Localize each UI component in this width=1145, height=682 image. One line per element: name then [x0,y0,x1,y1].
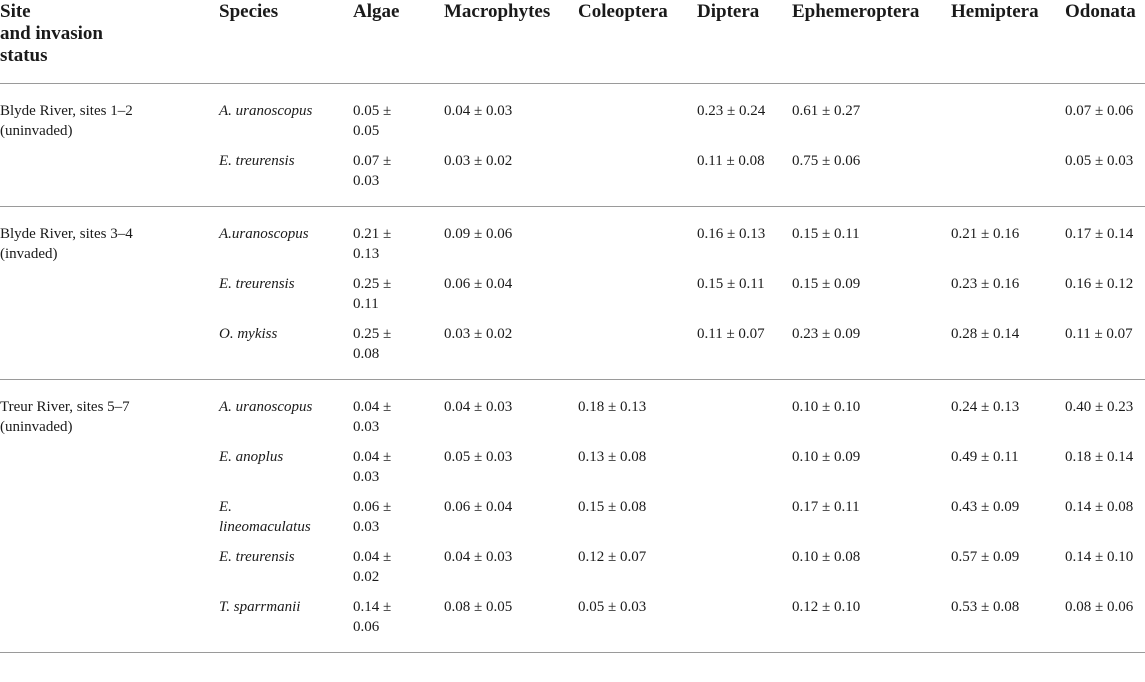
diptera-cell: 0.23 ± 0.24 [697,103,766,119]
ephemeroptera-cell: 0.15 ± 0.09 [792,276,861,292]
diptera-cell [697,380,792,438]
table-row [0,84,1145,142]
macrophytes-cell: 0.03 ± 0.02 [444,326,513,342]
algae-cell: 0.25 ± 0.08 [353,326,392,362]
hemiptera-cell [951,141,1065,207]
coleoptera-cell [578,264,697,314]
algae-cell: 0.07 ± 0.03 [353,153,392,189]
site-cell: Blyde River, sites 1–2 (uninvaded) [0,103,133,139]
algae-cell: 0.14 ± 0.06 [353,599,392,635]
ephemeroptera-cell: 0.61 ± 0.27 [792,103,861,119]
coleoptera-cell [578,84,697,142]
hemiptera-cell: 0.21 ± 0.16 [951,226,1020,242]
odonata-cell: 0.11 ± 0.07 [1065,326,1133,342]
macrophytes-cell: 0.04 ± 0.03 [444,549,513,565]
column-header-coleoptera: Coleoptera [578,0,697,84]
hemiptera-cell: 0.23 ± 0.16 [951,276,1020,292]
macrophytes-cell: 0.03 ± 0.02 [444,153,513,169]
site-cell: Blyde River, sites 3–4 (invaded) [0,226,133,262]
ephemeroptera-cell: 0.10 ± 0.09 [792,449,861,465]
odonata-cell: 0.14 ± 0.08 [1065,499,1134,515]
table-row [0,207,1145,265]
hemiptera-cell: 0.43 ± 0.09 [951,499,1020,515]
table-body [0,84,1145,653]
ephemeroptera-cell: 0.12 ± 0.10 [792,599,861,615]
column-header-species: Species [219,0,353,84]
ephemeroptera-cell: 0.10 ± 0.10 [792,399,861,415]
column-header-ephemeroptera: Ephemeroptera [792,0,951,84]
species-cell: E. lineomaculatus [219,499,311,535]
species-cell: T. sparrmanii [219,599,301,615]
hemiptera-cell [951,84,1065,142]
species-cell: A. uranoscopus [219,103,313,119]
coleoptera-cell: 0.15 ± 0.08 [578,499,647,515]
algae-cell: 0.05 ± 0.05 [353,103,392,139]
hemiptera-cell: 0.24 ± 0.13 [951,399,1020,415]
macrophytes-cell: 0.04 ± 0.03 [444,399,513,415]
hemiptera-cell: 0.28 ± 0.14 [951,326,1020,342]
table-header [0,0,1145,84]
site-cell: Treur River, sites 5–7 (uninvaded) [0,399,130,435]
column-header-diptera: Diptera [697,0,792,84]
macrophytes-cell: 0.09 ± 0.06 [444,226,513,242]
macrophytes-cell: 0.06 ± 0.04 [444,499,513,515]
diptera-cell: 0.11 ± 0.08 [697,153,765,169]
species-cell: A. uranoscopus [219,399,313,415]
coleoptera-cell [578,207,697,265]
species-cell: O. mykiss [219,326,278,342]
column-header-hemiptera: Hemiptera [951,0,1065,84]
coleoptera-cell: 0.13 ± 0.08 [578,449,647,465]
diptera-cell [697,437,792,487]
macrophytes-cell: 0.06 ± 0.04 [444,276,513,292]
odonata-cell: 0.17 ± 0.14 [1065,226,1134,242]
odonata-cell: 0.16 ± 0.12 [1065,276,1134,292]
table-row [0,380,1145,438]
odonata-cell: 0.14 ± 0.10 [1065,549,1134,565]
algae-cell: 0.21 ± 0.13 [353,226,392,262]
macrophytes-cell: 0.04 ± 0.03 [444,103,513,119]
diptera-cell [697,587,792,653]
coleoptera-cell: 0.18 ± 0.13 [578,399,647,415]
diptera-cell: 0.16 ± 0.13 [697,226,766,242]
hemiptera-cell: 0.53 ± 0.08 [951,599,1020,615]
odonata-cell: 0.18 ± 0.14 [1065,449,1134,465]
species-cell: E. anoplus [219,449,284,465]
diptera-cell [697,537,792,587]
coleoptera-cell [578,314,697,380]
macrophytes-cell: 0.05 ± 0.03 [444,449,513,465]
column-header-odonata: Odonata [1065,0,1145,84]
odonata-cell: 0.05 ± 0.03 [1065,153,1134,169]
algae-cell: 0.25 ± 0.11 [353,276,392,312]
header-row [0,0,1145,84]
odonata-cell: 0.07 ± 0.06 [1065,103,1134,119]
algae-cell: 0.06 ± 0.03 [353,499,392,535]
species-cell: E. treurensis [219,153,295,169]
column-header-algae: Algae [353,0,444,84]
species-cell: A.uranoscopus [219,226,309,242]
species-cell: E. treurensis [219,549,295,565]
column-header-site: Site and invasion status [0,0,219,84]
diptera-cell [697,487,792,537]
macrophytes-cell: 0.08 ± 0.05 [444,599,513,615]
species-cell: E. treurensis [219,276,295,292]
diptera-cell: 0.15 ± 0.11 [697,276,765,292]
coleoptera-cell [578,141,697,207]
hemiptera-cell: 0.49 ± 0.11 [951,449,1019,465]
column-header-macrophytes: Macrophytes [444,0,578,84]
odonata-cell: 0.40 ± 0.23 [1065,399,1134,415]
hemiptera-cell: 0.57 ± 0.09 [951,549,1020,565]
ephemeroptera-cell: 0.15 ± 0.11 [792,226,860,242]
coleoptera-cell: 0.12 ± 0.07 [578,549,647,565]
odonata-cell: 0.08 ± 0.06 [1065,599,1134,615]
algae-cell: 0.04 ± 0.03 [353,449,392,485]
ephemeroptera-cell: 0.75 ± 0.06 [792,153,861,169]
coleoptera-cell: 0.05 ± 0.03 [578,599,647,615]
ephemeroptera-cell: 0.23 ± 0.09 [792,326,861,342]
ephemeroptera-cell: 0.17 ± 0.11 [792,499,860,515]
diptera-cell: 0.11 ± 0.07 [697,326,765,342]
algae-cell: 0.04 ± 0.02 [353,549,392,585]
ephemeroptera-cell: 0.10 ± 0.08 [792,549,861,565]
algae-cell: 0.04 ± 0.03 [353,399,392,435]
